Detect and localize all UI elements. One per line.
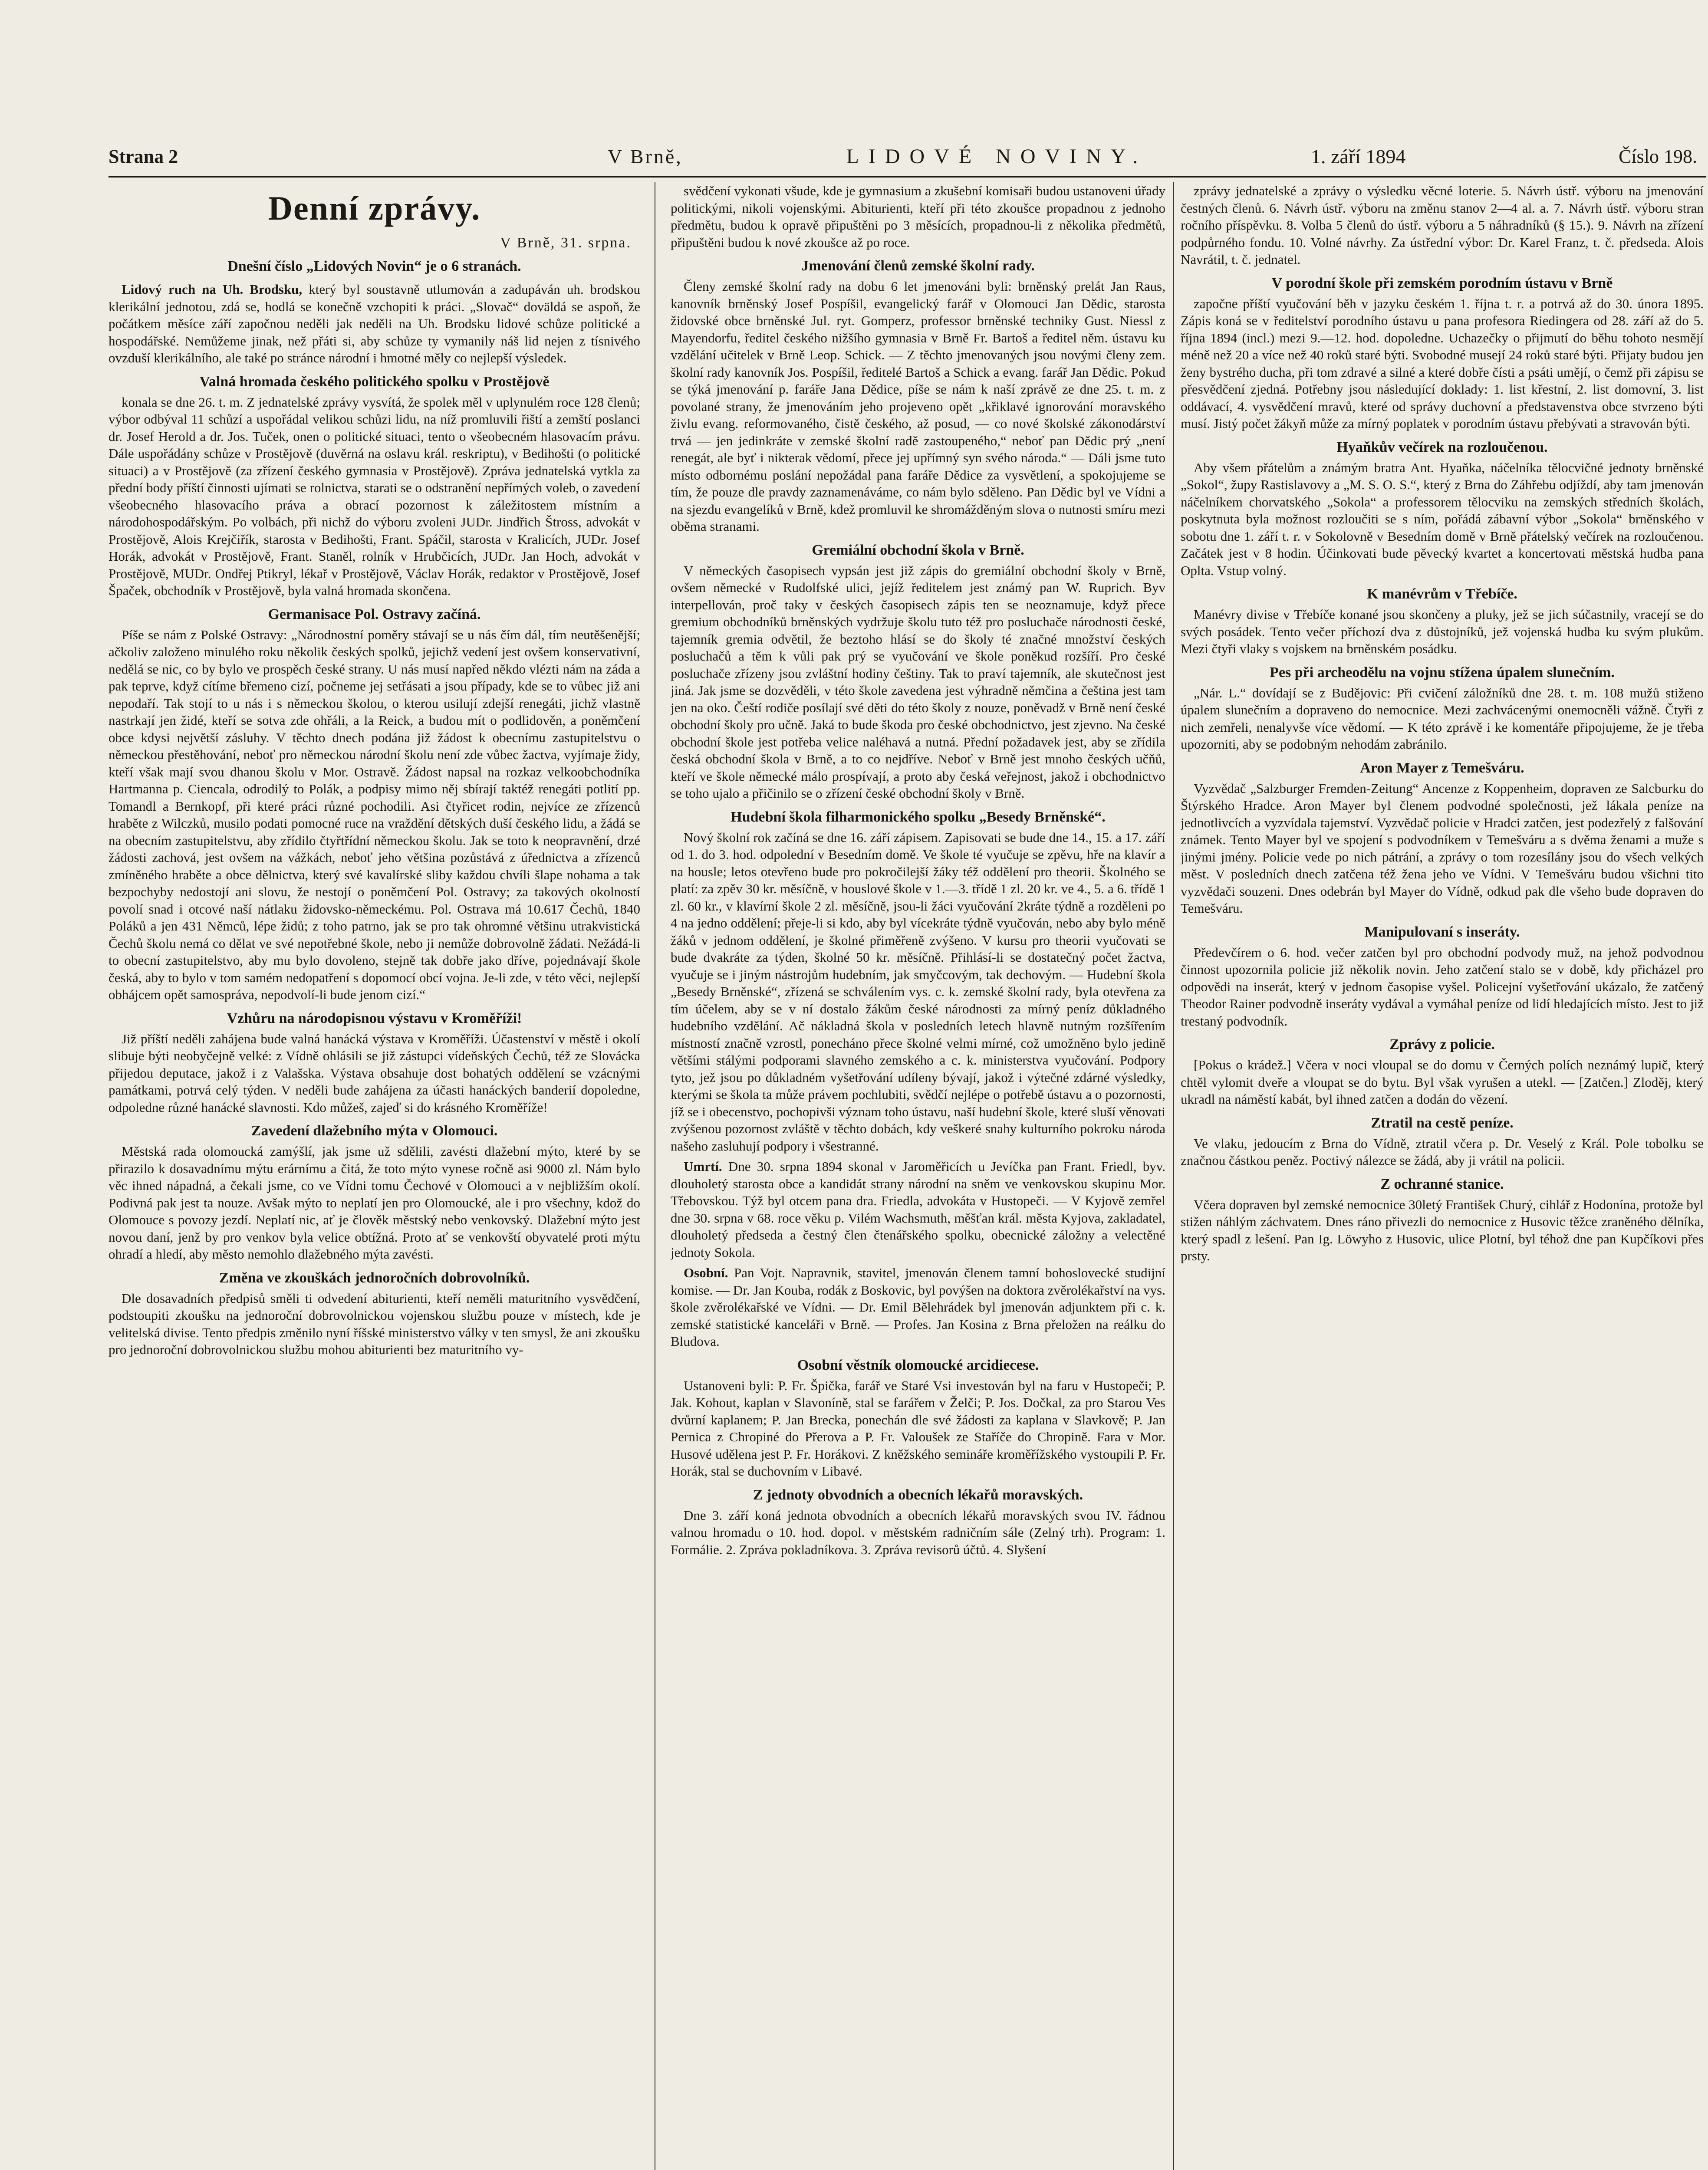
article-headline: Lidový ruch na Uh. Brodsku,	[122, 282, 303, 297]
article-text: Dne 30. srpna 1894 skonal v Jaroměřicích u Jevíčka pan Frant. Friedl, byv. dlouholetý starosta obce a kandidát strany národní na sněm ve venkovskou skupinu Mor. Třebovskou. Týž byl otcem pana dra. Friedla, advokáta v Hustopeči. — V Kyjově zemřel dne 30. srpna v 68. roce věku p. Vilém Wachsmuth, měšťan král. města Kyjova, zakladatel, dlouholetý předseda a čestný člen čtenářského spolku, obecnické záložny a velectěné jednoty Sokola.	[671, 1159, 1165, 1260]
article-text: Včera dopraven byl zemské nemocnice 30letý František Churý, cihlář z Hodonína, protože byl stižen náhlým záchvatem. Dnes ráno přivezli do nemocnice z Husovic těžce zraněného dělníka, který spadl z lešení. Pan Ig. Löwyho z Husovic, ulice Plotní, byl téhož dne pan Kupčíkovi přes prsty.	[1181, 1197, 1704, 1263]
article-text: který byl soustavně utlumován a zadupáván uh. brodskou klerikální jednotou, zdá se, hodlá se konečně vzchopiti k práci. „Slovač“ doväldá se aspoň, že počátkem měsíce září započnou neděli jak neděli na Uh. Brodsku lidové schůze politické a hospodářské. Nemůžeme jinak, než přáti si, aby schůze ty vymanily náš lid nejen z tísnivého ovzduší klerikálního, ale také po stránce národní i hmotné měly co nejlepší výsledek.	[109, 282, 640, 365]
article-headline: Valná hromada českého politického spolku v Prostějově	[199, 373, 550, 390]
page-number: Strana 2	[109, 145, 178, 167]
article-text: V německých časopisech vypsán jest již zápis do gremiální obchodní školy v Brně, ovšem německé v Rudolfské ulici, jejíž ředitelem jest známý pan W. Ruprich. Byv interpellován, proč taky v českých časopisech zápis ten se neoznamuje, když přece gremium obchodníků brněnských vydržuje školu tuto též pro posluchače národnosti české, tajemník gremia odvětil, že beztoho hlásí se do školy té značné množství českých posluchačů a těm k vůli pak prý se vyučování ve škole poněkud rozšíří. Pro české posluchače zřízeny jsou zvláštní hodiny češtiny. Tak to praví tajemník, ale skutečnost jest jiná. Jak jsme se dozvěděli, v této škole zavedena jest výhradně němčina a čeština jest tam jen na oko. Čeští rodiče posílají své děti do této školy z nouze, poněvadž v Brně není české obchodní školy pro učně. Jaká to bude škoda pro české obchodnictvo, jest zjevno. Na české obchodní škole jest potřeba velice naléhavá a nutná. Přední požadavek jest, aby se zřídila česká obchodní škola v Brně, a to co nejdříve. Neboť v Brně jest mnoho českých učňů, kteří ve škole německé málo prospívají, a proto aby česká veřejnost, jakož i obchodnictvo se toho ujalo a přičinilo se o zřízení české obchodní školy v Brně.	[671, 562, 1165, 801]
article-text: Ustanoveni byli: P. Fr. Špička, farář ve Staré Vsi investován byl na faru v Hustopeči; P. Jak. Kohout, kaplan v Slavoníně, stal se farářem v Želči; P. Jos. Dočkal, za pro Starou Ves dvůrní kaplanem; P. Jan Brecka, ponechán dle své žádosti za kaplana v Slavkově; P. Jan Pernica z Chropiné do Přerova a P. Fr. Valoušek ze Staříče do Chropině. Fara v Mor. Husové udělena jest P. Fr. Horákovi. Z kněžského semináře kroměřížského vystoupili P. Fr. Horák, stal se duchovním v Libavé.	[671, 1378, 1165, 1479]
masthead-title: LIDOVÉ NOVINY.	[846, 145, 1148, 168]
column-1	[109, 182, 640, 2170]
article-text: započne příští vyučování běh v jazyku českém 1. října t. r. a potrvá až do 30. února 1895. Zápis koná se v ředitelství porodního ústavu u pana profesora Riedingera od 28. září až do 5. října 1894 (incl.) mezi 9.—12. hod. dopoledne. Uchazečky o přijmutí do běhu tohoto nesmějí méně než 20 a více než 40 roků staré býti. Svobodné musejí 24 roků staré býti. Přijaty budou jen ženy bystrého ducha, při tom zdravé a silné a které dobře čísti a psáti umějí, o čemž při zápisu se přesvědčení zjedná. Potřebny jsou následující doklady: 1. list křestní, 2. list domovní, 3. list oddávací, 4. vysvědčení mravů, které od správy duchovní a představenstva obce stvrzeno býti musí. Jistý počet žákyň může za mírný poplatek v porodním ústavu přebývati a stravován býti.	[1181, 296, 1704, 431]
lead-notice: Dnešní číslo „Lidových Novin“ je o 6 stranách.	[227, 258, 521, 274]
article	[109, 281, 640, 367]
article	[671, 1264, 1165, 1350]
article	[671, 1158, 1165, 1261]
article-text: Již příští neděli zahájena bude valná hanácká výstava v Kroměříži. Účastenství v městě i okolí slibuje býti neobyčejně velké: z Vídně ohlásili se již zástupci vídeňských Čechů, též ze Slovácka přijedou deputace, jakož i z Valašska. Výstava obsahuje dost bohatých oddělení se vzácnými památkami, potrvá celý týden. V neděli bude zahájena za účasti hanáckých banderií dopoledne, odpoledne různé hanácké slavnosti. Kdo můžeš, zajeď si do krásného Kroměříže!	[109, 1031, 640, 1115]
issue-number: Číslo 198.	[1619, 145, 1697, 167]
issue-date: 1. září 1894	[1311, 145, 1406, 168]
article-text: Nový školní rok začíná se dne 16. září zápisem. Zapisovati se bude dne 14., 15. a 17. září od 1. do 3. hod. odpolední v Besedním domě. Ve škole té vyučuje se zpěvu, hře na klavír a na housle; letos otevřeno bude pro pokročilejší žáky též oddělení pro theorii. Školného se platí: za zpěv 30 kr. měsíčně, v houslové škole v 1.—3. třídě 1 zl. 20 kr. ve 4., 5. a 6. třídě 1 zl. 60 kr., v klavírní škole 2 zl. měsíčně, jsou-li žáci vyučování 2kráte týdně a rozděleni po 4 na jedno oddělení; přeje-li si kdo, aby byl vícekráte týdně vyučován, nebo aby bylo méně žáků v jednom oddělení, je školné přiměřeně zvýšeno. V kursu pro theorii vyučovati se bude dvakráte za týden, školné 50 kr. měsíčně. Přihlásí-li se dostatečný počet žactva, vyučuje se i jiným nástrojům hudebním, jak smyčcovým, tak dechovým. — Hudební škola „Besedy Brněnské“, zřízená se schválením vys. c. k. zemské školní rady, byla otevřena za tím účelem, aby se v ní dostalo žákům české národnosti za mírný peníz důkladného hudebního vzdělání. Ač nákladná škola v posledních letech hlavně nutným rozšířením místností značně vzrostl, ponecháno přece školné velmi mírné, což umožněno bylo jedině většími stálými podporami slavného zemského a c. k. ministerstva vyučování. Podpory tyto, jež jsou po důkladném vyšetřování udíleny bývají, jakož i výtečné zdárné výsledky, kterými se škola ta může právem pochlubiti, svědčí nejlépe o potřebě ústavu a o pozornosti, jíž se i obecenstvo, pochopivši význam toho ústavu, naší hudební škole, které sluší věnovati zvýšenou pozornost zvláště v těchto dobách, kdy veškeré snahy kulturního pokroku národa našeho zasluhují podpory i všestranné.	[671, 829, 1165, 1154]
column-divider	[1173, 182, 1174, 2170]
article-text: Píše se nám z Polské Ostravy: „Národnostní poměry stávají se u nás čím dál, tím neutěšenější; ačkoliv založeno minulého roku několik českých spolků, jejichž vedení jest ovšem konservativní, nedělá se nic, co by bylo ve prospěch české strany. U nás musí napřed někdo vlézti nám na záda a pak teprve, když cítíme břemeno cizí, počneme jej setřásati a jsou případy, kde se to vůbec již ani nepodaří. Tak stojí to u nás i s německou školou, o kterou usilují zdejší renegáti, jichž vlastně nastrkají jen židé, kteří se sotva zde ohřáli, a la Reick, a budou mít o podlidověn, a poněmčení obce kdysi největší zásluhy. V těchto dnech podána již žádost k obecnímu zastupitelstvu o německou přestěhování, neboť pro německou národní školu není zde vůbec žactva, vyjímaje židy, kteří však mají svou dhanou školu v Mor. Ostravě. Žádost napsal na rozkaz velkoobchodníka Hartmanna p. Ciencala, odrodilý to Polák, a podpisy mimo něj sbírají taktéž renegáti potlití pp. Tomandl a Bernkopf, při které práci různé pochodili. Asi čtyřicet rodin, nejvíce ze zřízenců hraběte z Wilczků, musilo podati pomocné ruce na vraždění dětských duší českého lidu, a žádá se na obecním zastupitelstvu, aby zřídilo čtyřtřídní německou školu. Jak se toto k neopravnění, drzé žádosti zachová, jest ovšem na vážkách, neboť jeho většina pozůstává z úřednictva a zřízenců zmíněného hraběte a obce dělnictva, který své kavalírské sliby každou chvíli šlape nohama a tak bezpochyby nedostojí ani slovu, že nestojí o poněmčení Pol. Ostravy; za takových okolností povolí snad i otcové naší nátlaku židovsko-německému. Pol. Ostrava má 10.617 Čechů, 1840 Poláků a jen 431 Němců, lépe židů; z toho patrno, jak se pro tak ohromné většinu utrakvistická Čechů školu nemá co dělat ve své nepotřebné škole, nebo ji nemůže dobrovolně žádati. Nežádá-li to obecní zastupitelstvo, aby mu bylo dovoleno, stejně tak dobře jako dříve, pojednávají škole česká, aby to bylo v tom samém nedopatření s dopomocí obcí vojna. Je-li zde, v této věci, nejlepší obhájcem opět samospráva, nepodvolí-li bude jenom cizí.“	[109, 627, 640, 1002]
article-text: Členy zemské školní rady na dobu 6 let jmenováni byli: brněnský prelát Jan Raus, kanovník brněnský Josef Pospíšil, evangelický farář v Olomouci Jan Dědic, starosta židovské obce brněnské Jul. ryt. Gomperz, professor brněnské techniky Gust. Niessl z Mayendorfu, ředitel českého nižšího gymnasia v Brně Fr. Bartoš a ředitel něm. ústavu ku vzdělání učitelek v Brně Leop. Schick. — Z těchto jmenovaných jsou novými členy zem. školní rady kanovník Jos. Pospíšil, ředitelé Bartoš a Schick a evang. farář Jan Dědic. Pokud se týká jmenování p. faráře Jana Dědice, píše se nám k naší zprávě ze dne 25. t. m. z povolané strany, že jmenováním jeho projeveno opět „křiklavé ignorování moravského živlu evang. reformovaného, čistě českého, až posud, — co nové školské zákonodárství trvá — jen jedinkráte v zemské školní radě zastoupeného,“ neboť pan Dědic prý „není renegát, ale byť i nikterak vědomí, přece jej upřímný syn svého národa.“ — Dáli jsme tuto místo odbornému poslání nepožádal pana faráře Dědice za vysvětlení, a spokojujeme se tím, že pouze dle pravdy zaznamenáváme, co nám bylo sděleno. Pan Dědic byl ve Vídni a na sjezdu evangelíků v Brně, kdež promluvil ke shromážděným slova o nutnosti smíru mezi oběma stranami.	[671, 279, 1165, 534]
page-header	[109, 139, 1706, 174]
article-text: Dle dosavadních předpisů směli ti odvedení abiturienti, kteří neměli maturitního vysvědčení, podstoupiti zkoušku na jednoroční dobrovolnickou vojenskou službu pouze v místech, kde je velitelská divise. Tento předpis změnilo nyní říšské ministerstvo války v ten smysl, že ani zkoušku pro jednoroční dobrovolnickou službu mohou abiturienti bez maturitního vy-	[109, 1290, 640, 1357]
article-text: Pan Vojt. Napravnik, stavitel, jmenován členem tamní bohoslovecké studijní komise. — Dr. Jan Kouba, rodák z Boskovic, byl povýšen na doktora zvěrolékařství na vys. škole zvěrolékařské ve Vídni. — Dr. Emil Bělehrádek byl jmenován adjunktem při c. k. zemské statistické kanceláři v Brně. — Profes. Jan Kosina z Brna přeložen na reálku do Bludova.	[671, 1265, 1165, 1349]
article-headline: Hyaňkův večírek na rozloučenou.	[1336, 439, 1548, 455]
article-headline: Zprávy z policie.	[1389, 1036, 1495, 1052]
section-title: Denní zprávy.	[268, 189, 481, 227]
article-text: svědčení vykonati všude, kde je gymnasium a zkušební komisaři budou ustanoveni úřady politickými, nikoli vojenskými. Abiturienti, kteří při této zkoušce propadnou z jednoho předmětu, budou k opravě připuštěni po 3 měsících, propadnou-li z několika předmětů, připuštěni budou k nové zkoušce až po roce.	[671, 183, 1165, 250]
article-headline: Pes při archeodělu na vojnu stížena úpalem slunečním.	[1270, 664, 1615, 681]
article-headline: Aron Mayer z Temešváru.	[1360, 760, 1524, 776]
header-rule	[109, 176, 1706, 178]
article-headline: V porodní škole při zemském porodním ústavu v Brně	[1271, 275, 1613, 291]
article-text: Vyzvědač „Salzburger Fremden-Zeitung“ Ancenze z Koppenheim, dopraven ze Salcburku do Štýrského Hradce. Aron Mayer byl členem podvodné společnosti, jež lákala peníze na jednotlivcích a vyzvídala tajemství. Vyzvědač policie v Hradci zatčen, jest podezřelý z falšování známek. Tento Mayer byl ve spojení s podvodníkem v Temešváru a s dvěma ženami a muže s jinými jmény. Policie vede po nich pátrání, a zprávy o tom rozesílány jsou do všech velkých měst. V posledních dnech zatčena též žena jeho ve Vídni. V Temešváru budou všichni tito vyzvědači souzeni. Dnes odebrán byl Mayer do Vídně, odkud pak dle všeho bude dopraven do Temešváru.	[1181, 780, 1704, 916]
column-2	[671, 182, 1165, 2170]
article-text: Městská rada olomoucká zamýšlí, jak jsme už sdělili, zavésti dlažební mýto, které by se přirazilo k dosavadnímu mýtu erárnímu a čitá, že toto mýto vynese ročně asi 9000 zl. Nám bylo věc ihned nápadná, a čekali jsme, co ve Vídni tomu Čechové v Olomouci a v nejbližším okolí. Podivná pak jest ta nouze. Avšak mýto to neplatí jen pro Olomoucké, ale i pro všechny, kdož do Olomouce s povozy jezdí. Neplatí nic, ať je člověk městský nebo venkovský. Dlažební mýto jest novou daní, jenž by pro venkov byla velice obtížná. Proto ať se venkovští obyvatelé proti mýtu ohradí a hledí, aby město nemohlo dlažebného mýta zavésti.	[109, 1144, 640, 1262]
article-text: Předevčírem o 6. hod. večer zatčen byl pro obchodní podvody muž, na jehož podvodnou činnost upozornila policie již několik novin. Jeho zatčení stalo se v době, kdy přicházel pro odpovědi na inserát, který v jednom časopise vyšel. Policejní vyšetřování ukázalo, že zatčený Theodor Rainer podvodně inseráty vydával a vymáhal peníze od lidí hledajících místo. Jest to již trestaný podvodník.	[1181, 944, 1704, 1029]
article-text: [Pokus o krádež.] Včera v noci vloupal se do domu v Černých polích neznámý lupič, který chtěl vylomit dveře a vloupat se do bytu. Byl však vyrušen a utekl. — [Zatčen.] Zloděj, který ukradl na náměstí kabát, byl ihned zatčen a dodán do vězení.	[1181, 1057, 1704, 1107]
article-headline: Germanisace Pol. Ostravy začíná.	[268, 606, 481, 622]
article-text: „Nár. L.“ dovídají se z Budějovic: Při cvičení záložníků dne 28. t. m. 108 mužů stiženo úpalem slunečním a dopraveno do nemocnice. Mezi zachvácenými onemocněli vážně. Čtyři z nich zemřeli, nenalyvše více vědomí. — K této zprávě i ke komentáře připojujeme, že je třeba upozorniti, aby se podobným nehodám zabránilo.	[1181, 685, 1704, 752]
article-text: Ve vlaku, jedoucím z Brna do Vídně, ztratil včera p. Dr. Veselý z Král. Pole tobolku se značnou částkou peněz. Poctivý nálezce se žádá, aby ji vrátil na policii.	[1181, 1135, 1704, 1168]
article-headline: K manévrům v Třebíče.	[1367, 586, 1517, 602]
article-headline: Ztratil na cestě peníze.	[1371, 1115, 1514, 1131]
column-3	[1181, 182, 1704, 2170]
article-headline: Změna ve zkouškách jednoročních dobrovolníků.	[219, 1269, 530, 1286]
article-headline: Jmenování členů zemské školní rady.	[801, 258, 1035, 274]
article-text: Dne 3. září koná jednota obvodních a obecních lékařů moravských svou IV. řádnou valnou hromadu o 10. hod. dopol. v městském radničním sále (Zelný trh). Program: 1. Formálie. 2. Zpráva pokladníkova. 3. Zpráva revisorů účtů. 4. Slyšení	[671, 1507, 1165, 1557]
article-text: Manévry divise v Třebíče konané jsou skončeny a pluky, jež se jich súčastnily, vracejí se do svých posádek. Tento večer příchozí dva z důstojníků, jež vojenská hudba ku svým plukům. Mezi čtyři vlaky s vojskem na brněnském posádku.	[1181, 607, 1704, 656]
article-text: konala se dne 26. t. m. Z jednatelské zprávy vysvítá, že spolek měl v uplynulém roce 128 členů; výbor odbýval 11 schůzí a uspořádal velikou schůzi lidu, na níž promluvili řiští a zemští poslanci dr. Josef Herold a dr. Jos. Tuček, onen o politické situaci, tento o všeobecném hlasovacím právu. Dále uspořádány schůze v Prostějově (duvěrná na oslavu král. reskriptu), v Bedihošti (o politické situaci) a v Prostějově (za zřízení českého gymnasia v Prostějově). Zpráva jednatelská vytkla za přední body příští činnosti ujímati se rolnictva, starati se o odstranění nepřímých voleb, o zavedení všeobecného hlasovacího práva a obrací pozornost k záležitostem místním a národohospodářským. Po volbách, při nichž do výboru zvoleni JUDr. Jindřich Štross, advokát v Prostějově, Alois Krejčiřík, starosta v Bedihošti, Frant. Spáčil, starosta v Kralicích, JUDr. Josef Horák, advokát v Prostějově, Frant. Staněl, rolník v Hrubčicích, JUDr. Jan Hoch, advokát v Prostějově, MUDr. Ondřej Ptikryl, lékař v Prostějově, Václav Horák, redaktor v Prostějově, Josef Špaček, obchodník v Prostějově, byla valná hromada skončena.	[109, 394, 640, 598]
article-headline: Osobní.	[684, 1265, 728, 1280]
article-headline: Hudební škola filharmonického spolku „Besedy Brněnské“.	[731, 809, 1106, 825]
article-headline: Z jednoty obvodních a obecních lékařů moravských.	[753, 1486, 1083, 1503]
section-dateline: V Brně, 31. srpna.	[500, 235, 632, 251]
dateline-place: V Brně,	[608, 145, 683, 168]
article-headline: Z ochranné stanice.	[1380, 1176, 1504, 1192]
article-headline: Zavedení dlažebního mýta v Olomouci.	[251, 1123, 498, 1139]
article-headline: Manipulovaní s inseráty.	[1364, 924, 1520, 940]
article-headline: Gremiální obchodní škola v Brně.	[812, 542, 1024, 558]
article-text: Aby všem přátelům a známým bratra Ant. Hyaňka, náčelníka tělocvičné jednoty brněnské „Sokol“, župy Rastislavovy a „M. S. O. S.“, který z Brna do Záhřebu odjíždí, aby tam jmenován náčelníkem chorvatského „Sokola“ a professorem tělocviku na zemských středních školách, poskytnuta byla možnost rozloučiti se s ním, pořádá zábavní výbor „Sokola“ brněnského v sobotu dne 1. září t. r. v Sokolovně v Besedním domě v Brně přátelský večírek na rozloučenou. Začátek jest v 8 hodin. Účinkovati bude pěvecký kvartet a koncertovati městská hudba pana Oplta. Vstup volný.	[1181, 460, 1704, 578]
article-text: zprávy jednatelské a zprávy o výsledku věcné loterie. 5. Návrh ústř. výboru na jmenování čestných členů. 6. Návrh ústř. výboru na změnu stanov 2—4 al. a. 7. Návrh ústř. výboru stran ročního příspěvku. 8. Volba 5 členů do ústř. výboru a 5 náhradníků (§ 15.). 9. Návrh na zřízení podpůrného fondu. 10. Volné návrhy. Za ústřední výbor: Dr. Karel Franz, t. č. předseda. Alois Navrátil, t. č. jednatel.	[1181, 183, 1704, 267]
article-headline: Vzhůru na národopisnou výstavu v Kroměříži!	[227, 1010, 522, 1026]
article-headline: Osobní věstník olomoucké arcidiecese.	[797, 1357, 1039, 1373]
article-headline: Umrtí.	[684, 1159, 722, 1174]
